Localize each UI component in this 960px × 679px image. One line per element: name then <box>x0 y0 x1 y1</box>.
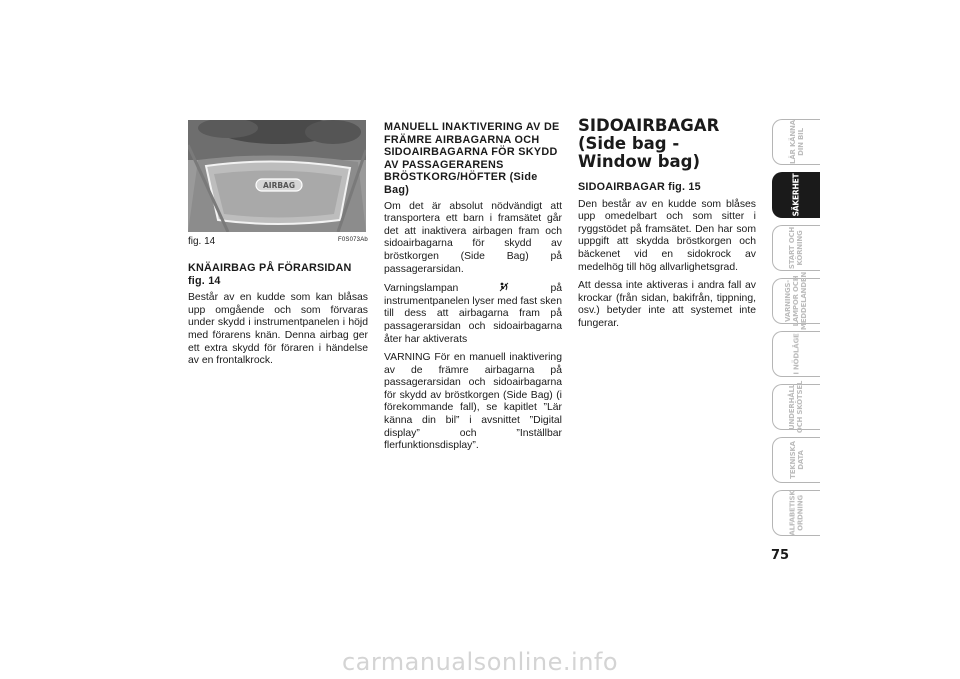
warning-lamp-text: på instrumentpanelen lyser med fast sken till dess att airbagarna fram på passagerarsidan och sidoairbagarna åter har aktiverats <box>384 283 563 345</box>
tab-label: START OCH KÖRNING <box>788 226 805 270</box>
side-airbag-title <box>578 117 756 171</box>
tab-varningslampor[interactable] <box>772 271 820 331</box>
warning-lamp-label: Varningslampan <box>384 283 459 295</box>
side-airbag-p1: Den består av en kudde som blåses upp omedelbart och som sitter i ryggstödet på framsätet. Den har som uppgift att skydda bröstkorgen och bäckenet vid en sidokrock av medelhög till hög allvarlighetsgrad. <box>578 198 756 273</box>
knee-airbag-section <box>188 262 368 374</box>
tab-lar-kanna-din-bil[interactable] <box>772 119 820 165</box>
chapter-tabs <box>772 119 820 543</box>
tab-underhall-och-skotsel[interactable] <box>772 380 820 434</box>
figure-code: F0S073Ab <box>338 237 368 243</box>
tab-label: TEKNISKA DATA <box>788 441 805 479</box>
passenger-airbag-off-icon <box>499 282 509 292</box>
tab-label: SÄKERHET <box>791 173 801 217</box>
knee-airbag-body: Består av en kudde som kan blåsas upp omgående och som förvaras under skydd i instrumentpanelen i höjd med förarens knän. Denna airbag ger ett extra skydd för föraren i händelse av en frontalkrock. <box>188 292 368 367</box>
knee-airbag-illustration <box>188 120 366 232</box>
tab-label: VARNINGS- LAMPOR OCH MEDDELANDEN <box>784 271 809 331</box>
tab-sakerhet[interactable] <box>772 172 820 218</box>
tab-alfabetisk-ordning[interactable] <box>772 490 820 536</box>
tab-label: I NÖDLÄGE <box>792 333 801 375</box>
side-airbag-section <box>578 117 756 337</box>
tab-start-och-korning[interactable] <box>772 225 820 271</box>
knee-airbag-heading: KNÄAIRBAG PÅ FÖRARSIDAN fig. 14 <box>188 262 352 287</box>
tab-label: UNDERHÅLL OCH SKÖTSEL <box>788 380 805 434</box>
tab-label: ALFABETISK ORDNING <box>788 490 805 536</box>
watermark: carmanualsonline.info <box>341 648 619 676</box>
knee-airbag-figure <box>188 120 366 232</box>
side-airbag-title-line2: (Side bag - Window bag) <box>578 134 701 171</box>
side-airbag-title-line1: SIDOAIRBAGAR <box>578 116 720 135</box>
figure-caption: fig. 14 <box>188 236 216 247</box>
manual-deactivation-p3: VARNING För en manuell inaktivering av de främre airbagarna på passagerarsidan och sidoairbagarna för skydd av bröstkorgen (Side Bag) (i förekommande fall), se kapitlet ”Lär känna din bil” i avsnittet ”Digital display” och ”Inställbar flerfunktionsdisplay”. <box>384 352 562 452</box>
tab-i-nodlage[interactable] <box>772 331 820 377</box>
manual-deactivation-heading: MANUELL INAKTIVERING AV DE FRÄMRE AIRBAGARNA OCH SIDOAIRBAGARNA FÖR SKYDD AV PASSAGERARENS BRÖSTKORG/HÖFTER (Side Bag) <box>384 121 560 196</box>
page-number: 75 <box>771 548 790 563</box>
tab-tekniska-data[interactable] <box>772 437 820 483</box>
side-airbag-heading: SIDOAIRBAGAR fig. 15 <box>578 181 701 193</box>
manual-deactivation-p1: Om det är absolut nödvändigt att transportera ett barn i framsätet går det att inaktivera airbagen fram och sidoairbagarna för skydd av bröstkorgen (Side Bag) på passagerarsidan. <box>384 200 562 275</box>
airbag-badge-text: AIRBAG <box>262 181 296 190</box>
side-airbag-p2: Att dessa inte aktiveras i andra fall av krockar (från sidan, bakifrån, tippning, osv.) betyder inte att systemet inte fungerar. <box>578 280 756 329</box>
manual-deactivation-section <box>384 121 562 459</box>
tab-label: LÄR KÄNNA DIN BIL <box>788 120 805 164</box>
manual-deactivation-p2 <box>384 282 562 346</box>
